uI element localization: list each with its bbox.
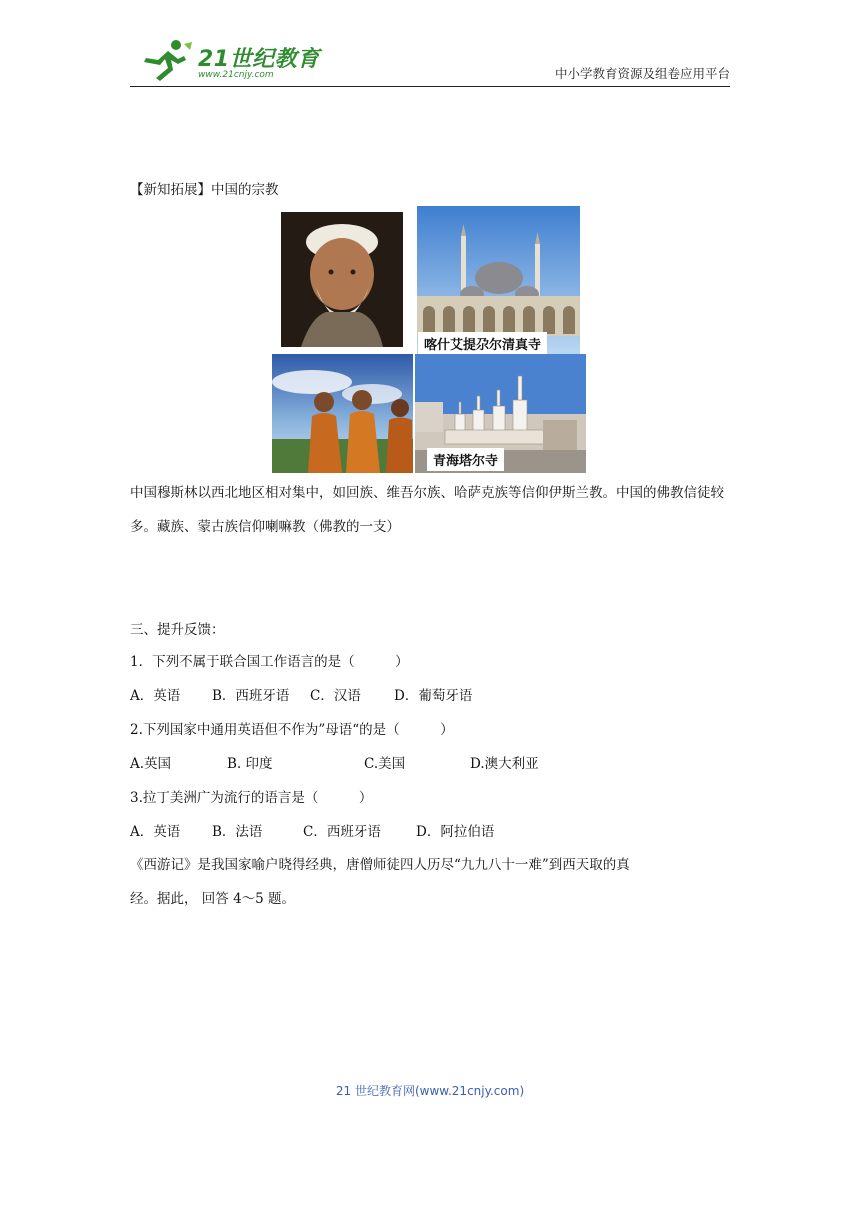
site-logo[interactable] bbox=[138, 38, 338, 82]
question-2: 2.下列国家中通用英语但不作为”母语“的是（ ） bbox=[130, 722, 454, 738]
q1-option-d[interactable]: D．葡萄牙语 bbox=[394, 688, 473, 704]
q2-option-a[interactable]: A.英国 bbox=[130, 756, 172, 772]
logo-url: www.21cnjy.com bbox=[198, 70, 274, 80]
question-2-options bbox=[130, 754, 539, 774]
q2-option-b[interactable]: B. 印度 bbox=[227, 756, 273, 772]
question-1-options bbox=[130, 686, 472, 706]
mosque-caption: 喀什艾提尕尔清真寺 bbox=[418, 332, 547, 355]
logo-text: 21世纪教育 bbox=[198, 47, 320, 72]
monks-photo bbox=[272, 354, 413, 473]
q3-option-d[interactable]: D．阿拉伯语 bbox=[416, 824, 495, 840]
passage-line-2: 经。据此， 回答 4～5 题。 bbox=[130, 891, 296, 907]
platform-title: 中小学教育资源及组卷应用平台 bbox=[554, 66, 730, 81]
section-title-new-knowledge: 【新知拓展】中国的宗教 bbox=[130, 182, 279, 198]
runner-logo-icon bbox=[138, 38, 194, 82]
muslim-elder-photo bbox=[281, 212, 403, 347]
question-3: 3.拉丁美洲广为流行的语言是（ ） bbox=[130, 790, 373, 806]
q1-option-a[interactable]: A．英语 bbox=[130, 688, 181, 704]
id-kah-mosque-photo bbox=[417, 206, 580, 356]
passage-line-1: 《西游记》是我国家喻户晓得经典，唐僧师徒四人历尽“九九八十一难”到西天取的真 bbox=[130, 857, 630, 873]
q3-option-c[interactable]: C．西班牙语 bbox=[303, 824, 381, 840]
page-footer[interactable]: 21 世纪教育网(www.21cnjy.com) bbox=[335, 1084, 525, 1098]
section-title-feedback: 三、提升反馈： bbox=[130, 622, 225, 638]
kumbum-monastery-photo bbox=[415, 354, 586, 473]
q3-option-b[interactable]: B．法语 bbox=[212, 824, 263, 840]
question-1: 1．下列不属于联合国工作语言的是（ ） bbox=[130, 654, 409, 670]
q3-option-a[interactable]: A．英语 bbox=[130, 824, 181, 840]
q2-option-d[interactable]: D.澳大利亚 bbox=[470, 756, 539, 772]
question-3-options bbox=[130, 822, 494, 842]
q2-option-c[interactable]: C.美国 bbox=[364, 756, 406, 772]
q1-option-c[interactable]: C．汉语 bbox=[310, 688, 361, 704]
temple-caption: 青海塔尔寺 bbox=[427, 448, 504, 471]
page-header bbox=[130, 36, 730, 87]
q1-option-b[interactable]: B．西班牙语 bbox=[212, 688, 290, 704]
religion-paragraph: 中国穆斯林以西北地区相对集中，如回族、维吾尔族、哈萨克族等信仰伊斯兰教。中国的佛教信徒较多。藏族、蒙古族信仰喇嘛教（佛教的一支） bbox=[130, 485, 724, 535]
